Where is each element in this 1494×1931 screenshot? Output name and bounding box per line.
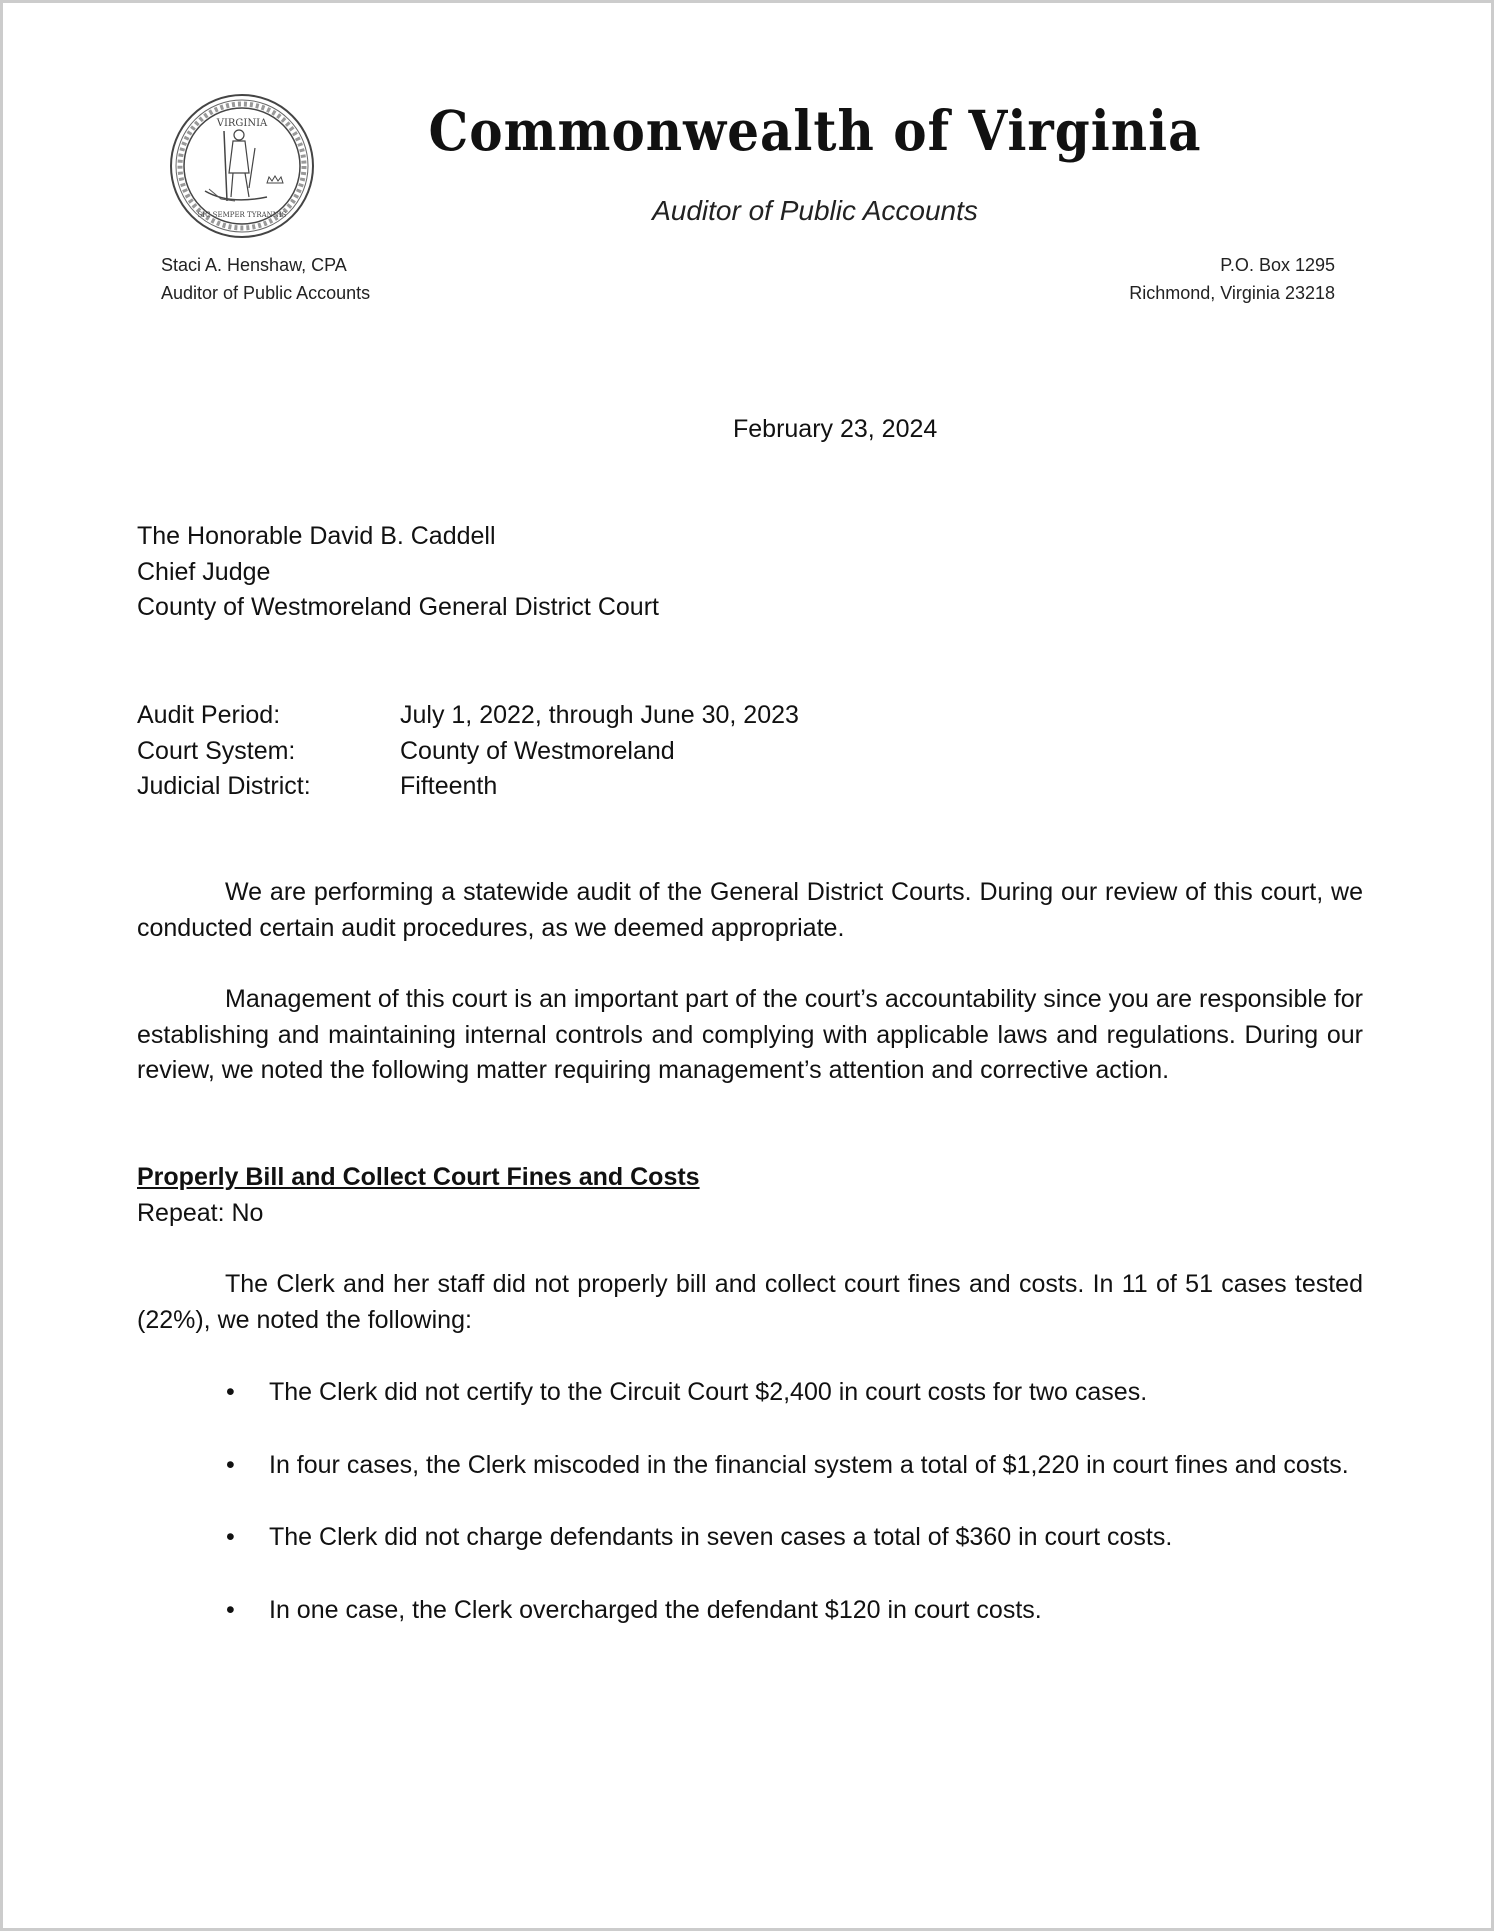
bullet-icon: • <box>226 1595 235 1624</box>
addressee-title: Chief Judge <box>137 557 271 586</box>
list-item <box>137 1448 1363 1484</box>
office-address <box>1129 251 1335 307</box>
audit-period-value: July 1, 2022, through June 30, 2023 <box>400 701 799 729</box>
finding-bullet-list <box>137 1375 1363 1665</box>
address-line-1: P.O. Box 1295 <box>1220 255 1335 275</box>
audit-info-block <box>137 698 799 805</box>
address-line-2: Richmond, Virginia 23218 <box>1129 283 1335 303</box>
finding-repeat-status: Repeat: No <box>137 1199 264 1227</box>
list-item <box>137 1520 1363 1556</box>
letter-date: February 23, 2024 <box>733 415 938 443</box>
audit-info-row <box>137 698 799 734</box>
audit-info-row <box>137 734 799 770</box>
list-item <box>137 1593 1363 1629</box>
finding-paragraph: The Clerk and her staff did not properly bill and collect court fines and costs. In 11 of 51 cases tested (22%), we noted the following: <box>137 1270 1363 1334</box>
addressee-name: The Honorable David B. Caddell <box>137 522 496 550</box>
management-paragraph: Management of this court is an important part of the court’s accountability since you are responsible for establishing and maintaining internal controls and complying with applicable laws and regulations. During our review, we noted the following matter requiring management’s attention and corrective action. <box>137 985 1363 1084</box>
bullet-icon: • <box>226 1523 235 1551</box>
letterhead-subtitle-wrap <box>3 195 1494 227</box>
svg-text:VIRGINIA: VIRGINIA <box>216 118 268 129</box>
bullet-text: In one case, the Clerk overcharged the defendant $120 in court costs. <box>269 1595 1042 1624</box>
court-system-value: County of Westmoreland <box>400 736 675 765</box>
judicial-district-label: Judicial District: <box>137 772 311 800</box>
addressee-court: County of Westmoreland General District Court <box>137 593 659 621</box>
letterhead-subtitle: Auditor of Public Accounts <box>652 195 978 226</box>
bullet-icon: • <box>226 1450 235 1479</box>
svg-text:SIC SEMPER TYRANNIS: SIC SEMPER TYRANNIS <box>197 211 287 219</box>
court-system-label: Court System: <box>137 736 296 765</box>
auditor-info <box>161 251 370 307</box>
bullet-text: The Clerk did not certify to the Circuit Court $2,400 in court costs for two cases. <box>269 1378 1148 1406</box>
bullet-text: In four cases, the Clerk miscoded in the financial system a total of $1,220 in court fines and costs. <box>269 1450 1349 1479</box>
bullet-icon: • <box>226 1378 235 1406</box>
audit-period-label: Audit Period: <box>137 701 281 729</box>
judicial-district-value: Fifteenth <box>400 772 498 800</box>
list-item <box>137 1375 1363 1411</box>
addressee-block <box>137 519 659 626</box>
letterhead-title: Commonwealth of Virginia <box>428 98 1202 163</box>
auditor-name: Staci A. Henshaw, CPA <box>161 255 347 275</box>
auditor-position: Auditor of Public Accounts <box>161 283 371 303</box>
audit-info-row <box>137 769 799 805</box>
intro-paragraph: We are performing a statewide audit of the General District Courts. During our review of this court, we conducted certain audit procedures, as we deemed appropriate. <box>137 878 1363 942</box>
letterhead-title-wrap <box>3 98 1494 163</box>
bullet-text: The Clerk did not charge defendants in seven cases a total of $360 in court costs. <box>269 1523 1173 1551</box>
finding-heading: Properly Bill and Collect Court Fines and Costs <box>137 1163 700 1191</box>
